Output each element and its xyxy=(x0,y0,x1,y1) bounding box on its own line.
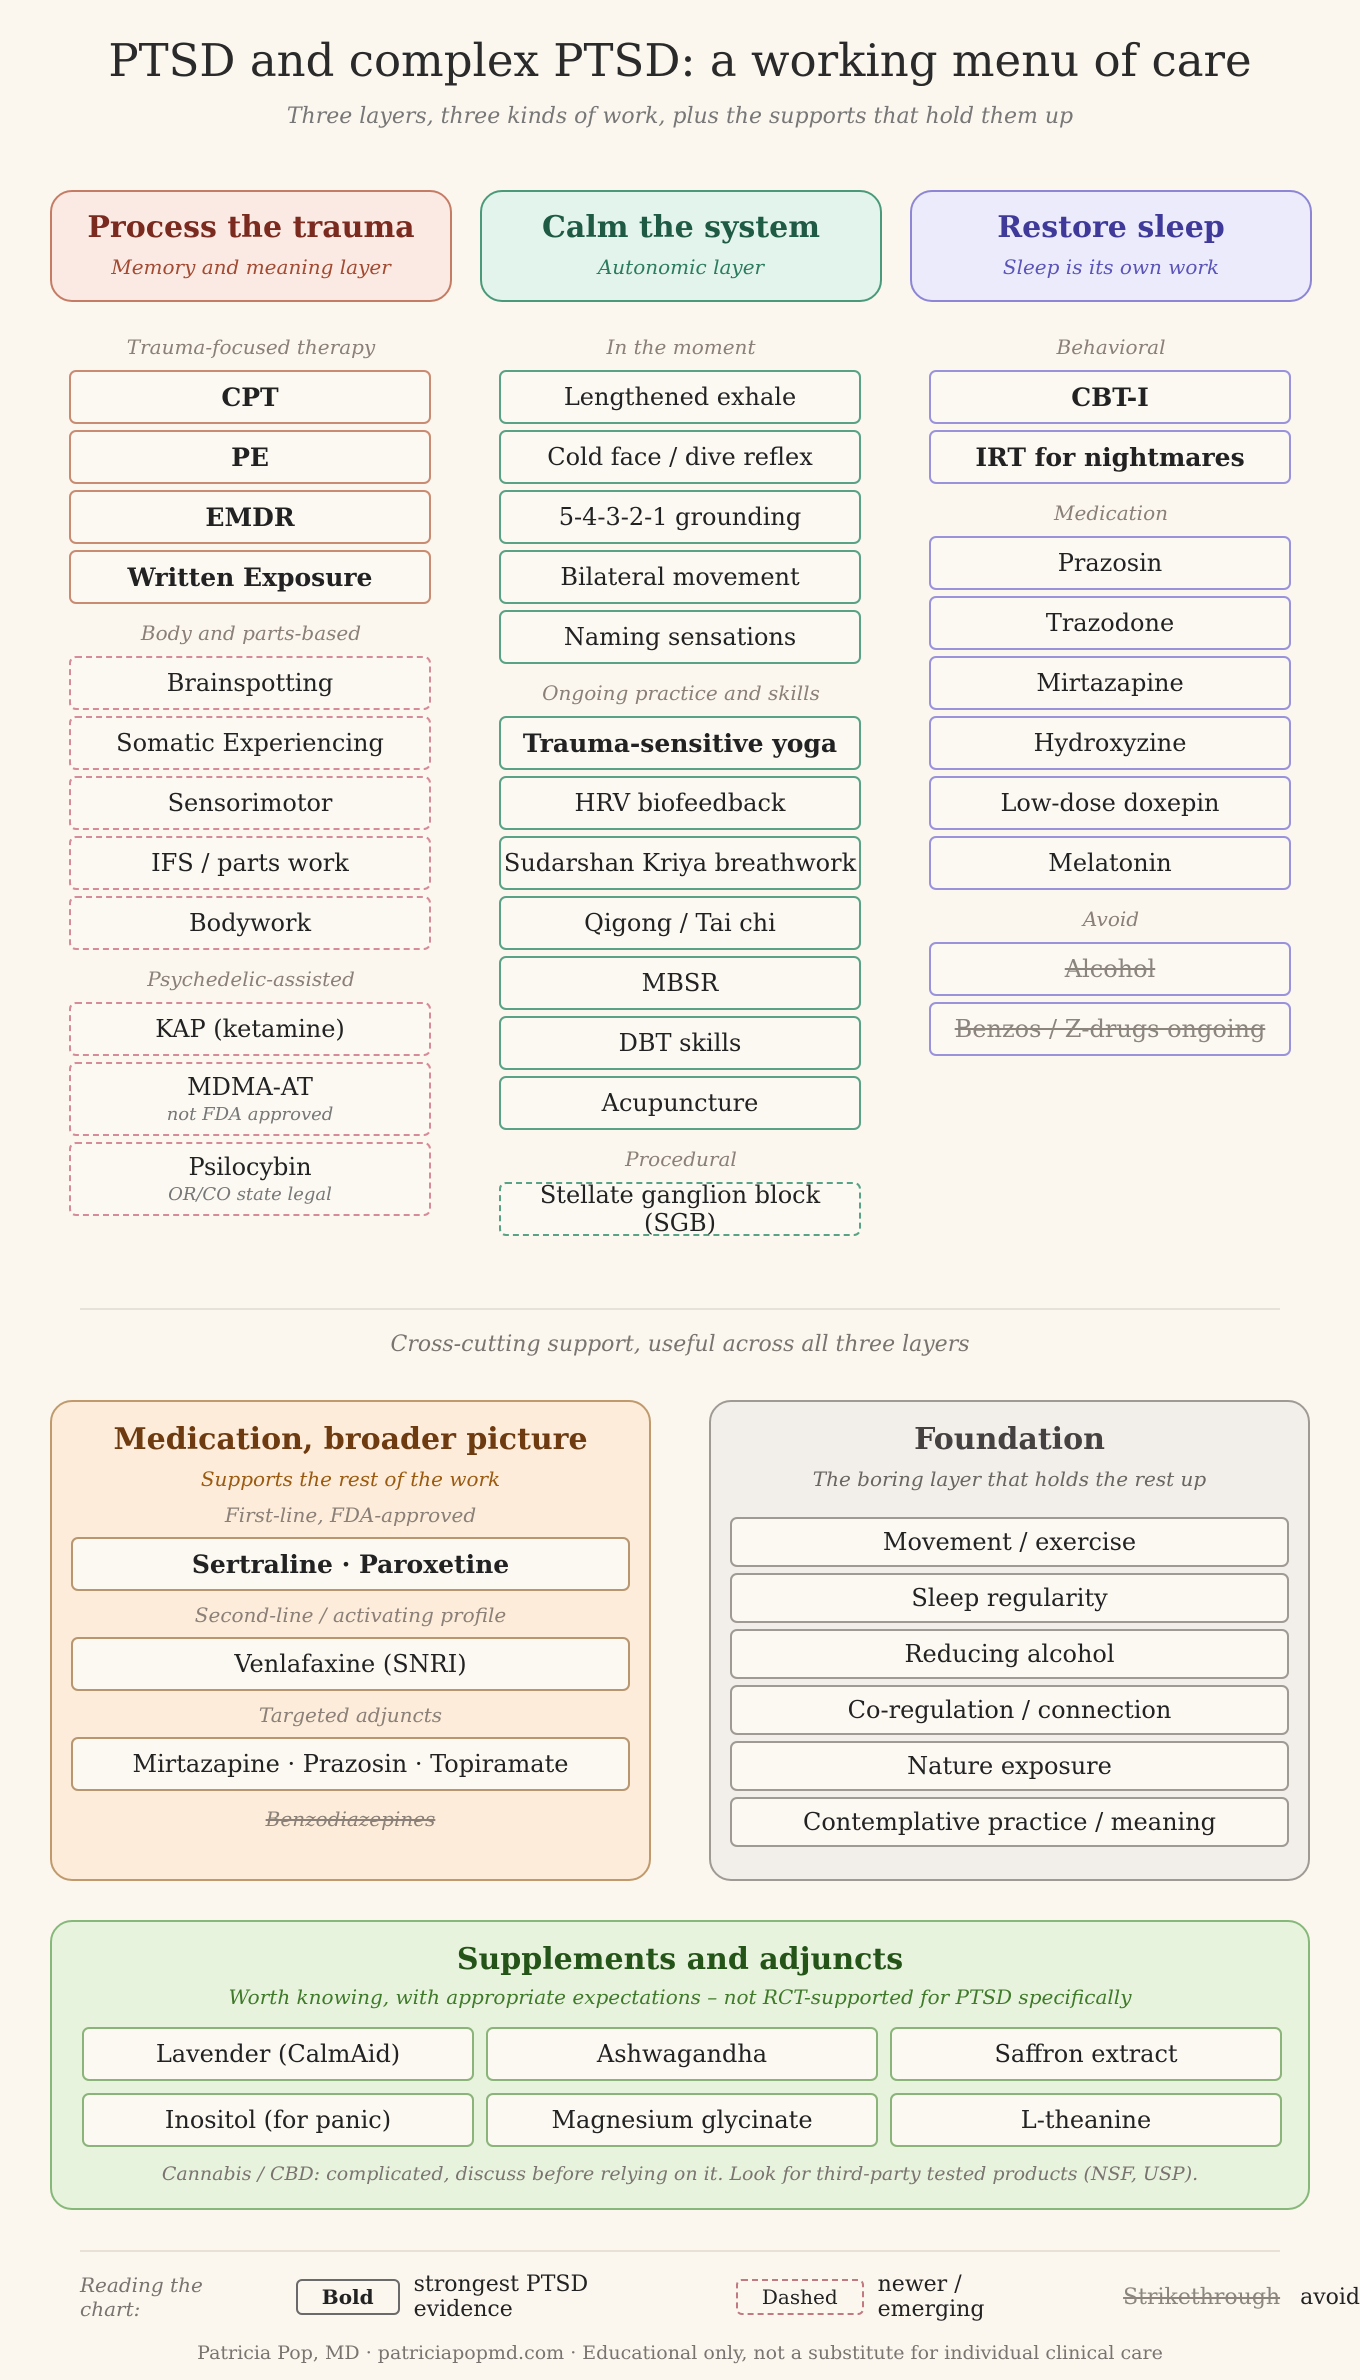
care-item-label: Hydroxyzine xyxy=(1033,729,1187,757)
legend-divider xyxy=(80,2250,1280,2252)
care-item xyxy=(69,656,431,710)
care-item xyxy=(69,1142,431,1216)
cross-cutting-label: Cross-cutting support, useful across all three layers xyxy=(390,1332,970,1357)
care-item-label: Sudarshan Kriya breathwork xyxy=(503,849,857,877)
care-item-label: Lengthened exhale xyxy=(563,383,797,411)
section-items xyxy=(499,370,861,664)
section-label: Avoid xyxy=(1082,907,1140,931)
supplements-subheading: Worth knowing, with appropriate expectations – not RCT-supported for PTSD specifically xyxy=(228,1985,1132,2009)
first-line-meds: Sertraline · Paroxetine xyxy=(71,1537,630,1591)
section-items xyxy=(69,1002,431,1216)
care-item xyxy=(499,716,861,770)
section-label: Trauma-focused therapy xyxy=(126,335,376,359)
first-line-label: First-line, FDA-approved xyxy=(224,1503,477,1527)
care-item-label: Low-dose doxepin xyxy=(1000,789,1220,817)
care-item-label: 5-4-3-2-1 grounding xyxy=(558,503,802,531)
adjunct-meds: Mirtazapine · Prazosin · Topiramate xyxy=(71,1737,630,1791)
column-subheading: Sleep is its own work xyxy=(1002,255,1220,279)
care-item xyxy=(69,1002,431,1056)
legend-strike-sample: Strikethrough xyxy=(1123,2284,1281,2310)
section-divider xyxy=(80,1308,1280,1310)
care-item-label: KAP (ketamine) xyxy=(155,1015,345,1043)
page-subtitle: Three layers, three kinds of work, plus the supports that hold them up xyxy=(286,104,1074,129)
medication-panel xyxy=(50,1400,651,1881)
care-item xyxy=(929,836,1291,890)
foundation-item: Reducing alcohol xyxy=(730,1629,1289,1679)
supplement-item: Saffron extract xyxy=(890,2027,1282,2081)
footer-credit: Patricia Pop, MD · patriciapopmd.com · Educational only, not a substitute for individual clinical care xyxy=(197,2342,1163,2364)
care-item-label: Prazosin xyxy=(1057,549,1163,577)
care-item xyxy=(69,896,431,950)
care-item xyxy=(929,370,1291,424)
foundation-item: Co-regulation / connection xyxy=(730,1685,1289,1735)
care-item xyxy=(929,776,1291,830)
column-body xyxy=(480,332,882,1236)
supplement-item: Inositol (for panic) xyxy=(82,2093,474,2147)
column-header xyxy=(50,190,452,302)
care-item-label: Trauma-sensitive yoga xyxy=(522,728,838,758)
page-title: PTSD and complex PTSD: a working menu of care xyxy=(108,34,1252,87)
care-item xyxy=(499,550,861,604)
care-item-label: Acupuncture xyxy=(601,1089,759,1117)
care-item xyxy=(929,430,1291,484)
section-label: Body and parts-based xyxy=(140,621,362,645)
care-item xyxy=(499,776,861,830)
care-item-note: OR/CO state legal xyxy=(168,1184,332,1205)
care-item xyxy=(499,370,861,424)
section-items xyxy=(929,942,1291,1056)
supplements-heading: Supplements and adjuncts xyxy=(456,1942,904,1977)
care-item-label: Trazodone xyxy=(1045,609,1175,637)
foundation-heading: Foundation xyxy=(914,1422,1105,1457)
legend-dashed-text: newer / emerging xyxy=(877,2272,985,2322)
care-item-label: Melatonin xyxy=(1048,849,1172,877)
care-item xyxy=(499,610,861,664)
section-label: Ongoing practice and skills xyxy=(542,681,820,705)
column-heading: Restore sleep xyxy=(997,210,1225,245)
care-item-note: not FDA approved xyxy=(166,1104,334,1125)
care-item xyxy=(499,1076,861,1130)
care-item xyxy=(69,1062,431,1136)
care-item xyxy=(499,430,861,484)
care-item-label: Brainspotting xyxy=(166,669,334,697)
care-item xyxy=(499,956,861,1010)
care-item xyxy=(69,490,431,544)
care-item-label: Bodywork xyxy=(188,909,311,937)
supplement-item: L-theanine xyxy=(890,2093,1282,2147)
section-label: Procedural xyxy=(625,1147,737,1171)
care-item-label: Alcohol xyxy=(1064,955,1156,983)
care-item-label: PE xyxy=(231,442,269,472)
section-items xyxy=(929,370,1291,484)
section-items xyxy=(499,716,861,1130)
legend-dashed-sample: Dashed xyxy=(736,2279,864,2315)
care-item-label: HRV biofeedback xyxy=(574,789,786,817)
column-header xyxy=(910,190,1312,302)
column-subheading: Memory and meaning layer xyxy=(111,255,391,279)
supplement-item: Magnesium glycinate xyxy=(486,2093,878,2147)
care-item-label: Somatic Experiencing xyxy=(116,729,384,757)
foundation-item: Contemplative practice / meaning xyxy=(730,1797,1289,1847)
care-item-label: DBT skills xyxy=(618,1029,742,1057)
care-item-label: Psilocybin xyxy=(188,1153,312,1181)
care-item xyxy=(499,896,861,950)
column-heading: Calm the system xyxy=(542,210,820,245)
care-item xyxy=(499,836,861,890)
second-line-label: Second-line / activating profile xyxy=(194,1603,507,1627)
care-item-label: Written Exposure xyxy=(127,562,373,592)
care-item xyxy=(929,716,1291,770)
care-item-label: Stellate ganglion block (SGB) xyxy=(539,1181,821,1237)
care-item xyxy=(69,716,431,770)
care-item-label: Naming sensations xyxy=(563,623,797,651)
care-item xyxy=(929,656,1291,710)
foundation-item: Sleep regularity xyxy=(730,1573,1289,1623)
care-item xyxy=(69,430,431,484)
care-item xyxy=(69,550,431,604)
adjuncts-label: Targeted adjuncts xyxy=(258,1703,443,1727)
supplement-item: Lavender (CalmAid) xyxy=(82,2027,474,2081)
care-item-label: CBT-I xyxy=(1071,382,1149,412)
care-item-label: Bilateral movement xyxy=(560,563,800,591)
foundation-item: Nature exposure xyxy=(730,1741,1289,1791)
legend xyxy=(80,2272,1360,2322)
column-process-trauma xyxy=(50,190,452,1222)
care-item xyxy=(69,836,431,890)
medication-heading: Medication, broader picture xyxy=(113,1422,588,1457)
care-item-label: Sensorimotor xyxy=(167,789,333,817)
foundation-list xyxy=(730,1517,1289,1847)
care-item xyxy=(929,596,1291,650)
care-item-label: Cold face / dive reflex xyxy=(547,443,813,471)
column-heading: Process the trauma xyxy=(87,210,415,245)
medication-subheading: Supports the rest of the work xyxy=(200,1467,501,1491)
foundation-panel xyxy=(709,1400,1310,1881)
column-calm-system xyxy=(480,190,882,1242)
care-item-label: Benzos / Z-drugs ongoing xyxy=(954,1015,1266,1043)
care-item-label: EMDR xyxy=(205,502,295,532)
second-line-meds: Venlafaxine (SNRI) xyxy=(71,1637,630,1691)
care-item xyxy=(69,776,431,830)
column-body xyxy=(50,332,452,1216)
column-body xyxy=(910,332,1312,1056)
legend-bold-sample: Bold xyxy=(296,2279,400,2315)
avoid-medication: Benzodiazepines xyxy=(265,1807,436,1831)
legend-bold-text: strongest PTSD evidence xyxy=(413,2272,589,2322)
care-item-label: Mirtazapine xyxy=(1036,669,1184,697)
foundation-item: Movement / exercise xyxy=(730,1517,1289,1567)
column-header xyxy=(480,190,882,302)
care-item xyxy=(929,536,1291,590)
care-item xyxy=(499,1182,861,1236)
legend-label: Reading the chart: xyxy=(80,2273,203,2321)
section-items xyxy=(499,1182,861,1236)
care-item xyxy=(929,942,1291,996)
care-item-label: IFS / parts work xyxy=(151,849,349,877)
care-item-label: MBSR xyxy=(641,969,719,997)
supplement-item: Ashwagandha xyxy=(486,2027,878,2081)
legend-strike-text: avoid xyxy=(1300,2284,1360,2310)
care-item xyxy=(499,1016,861,1070)
care-item-label: IRT for nightmares xyxy=(975,442,1245,472)
supplements-panel xyxy=(50,1920,1310,2210)
section-items xyxy=(69,656,431,950)
foundation-subheading: The boring layer that holds the rest up xyxy=(812,1467,1207,1491)
care-item-label: Qigong / Tai chi xyxy=(584,909,776,937)
supplements-grid xyxy=(82,2027,1278,2147)
column-subheading: Autonomic layer xyxy=(597,255,765,279)
section-label: Medication xyxy=(1054,501,1168,525)
care-item xyxy=(929,1002,1291,1056)
supplements-footnote: Cannabis / CBD: complicated, discuss before relying on it. Look for third-party tested products (NSF, USP). xyxy=(161,2163,1199,2185)
section-items xyxy=(929,536,1291,890)
care-item xyxy=(499,490,861,544)
section-label: Psychedelic-assisted xyxy=(147,967,355,991)
care-item xyxy=(69,370,431,424)
care-item-label: CPT xyxy=(221,382,279,412)
section-items xyxy=(69,370,431,604)
column-restore-sleep xyxy=(910,190,1312,1062)
section-label: Behavioral xyxy=(1056,335,1166,359)
section-label: In the moment xyxy=(606,335,756,359)
care-item-label: MDMA-AT xyxy=(187,1073,313,1101)
